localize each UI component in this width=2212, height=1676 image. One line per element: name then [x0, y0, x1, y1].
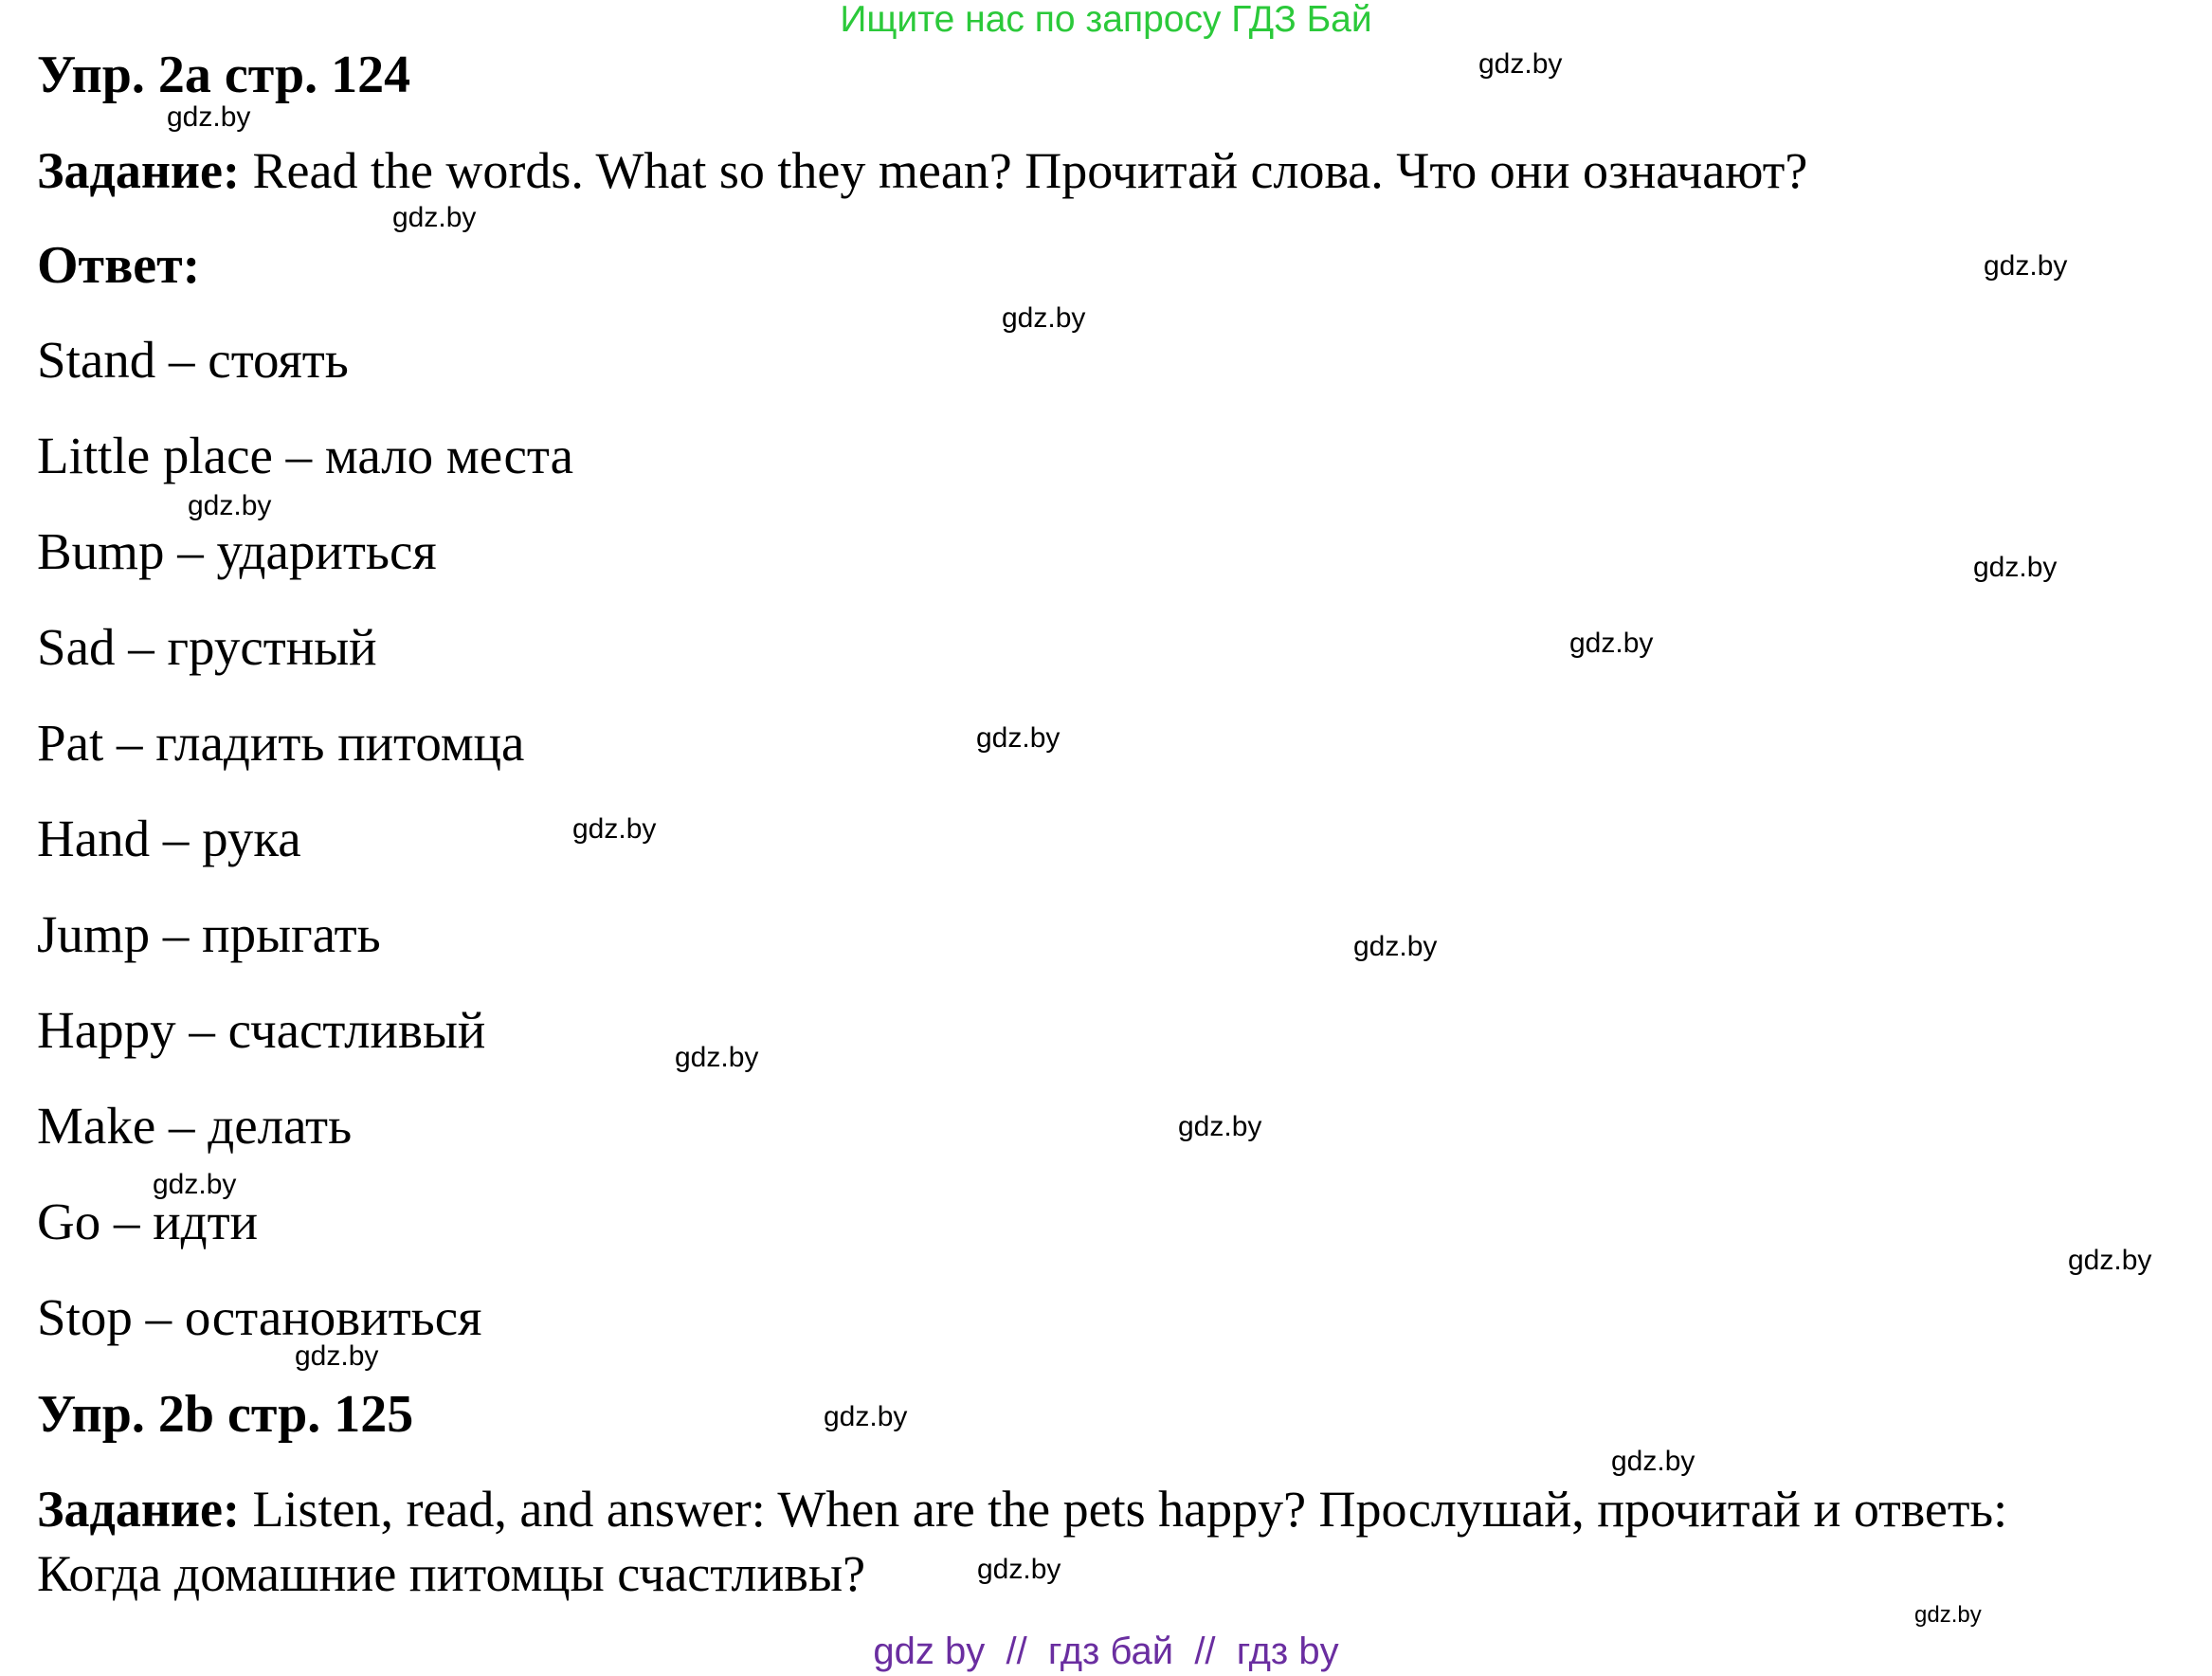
watermark: gdz.by: [1569, 628, 1654, 659]
word-item: Stop – остановиться: [37, 1288, 482, 1346]
task-text: Read the words. What so they mean? Прочитай слова. Что они означают?: [240, 142, 1808, 199]
word-item: Hand – рука: [37, 810, 301, 867]
watermark: gdz.by: [1973, 552, 2058, 583]
word-item: Stand – стоять: [37, 331, 349, 389]
search-banner: Ищите нас по запросу ГДЗ Бай: [840, 0, 1372, 40]
watermark: gdz.by: [167, 101, 251, 133]
word-item: Bump – удариться: [37, 522, 437, 580]
word-item: Go – идти: [37, 1193, 259, 1250]
watermark: gdz.by: [1002, 302, 1086, 334]
watermark: gdz.by: [392, 202, 477, 233]
watermark: gdz.by: [1611, 1446, 1695, 1477]
watermark: gdz.by: [153, 1169, 237, 1200]
watermark: gdz.by: [977, 1554, 1061, 1585]
watermark: gdz.by: [2068, 1245, 2152, 1276]
watermark: gdz.by: [1178, 1111, 1262, 1142]
exercise-2b-title: Упр. 2b стр. 125: [37, 1385, 414, 1444]
watermark: gdz.by: [976, 722, 1061, 754]
watermark: gdz.by: [1353, 931, 1438, 962]
exercise-2a-title: Упр. 2a стр. 124: [37, 46, 411, 104]
watermark: gdz.by: [1914, 1602, 1982, 1628]
task-label: Задание:: [37, 142, 240, 199]
exercise-2b-task-line-1: [37, 1479, 2007, 1539]
watermark: gdz.by: [675, 1042, 759, 1073]
word-item: Pat – гладить питомца: [37, 714, 525, 772]
footer-links: gdz by // гдз бай // гдз by: [873, 1630, 1339, 1672]
word-item: Happy – счастливый: [37, 1001, 486, 1059]
watermark: gdz.by: [572, 813, 657, 845]
answer-label: Ответ:: [37, 236, 201, 295]
word-item: Sad – грустный: [37, 618, 377, 676]
task-label: Задание:: [37, 1481, 240, 1538]
watermark: gdz.by: [1478, 48, 1563, 80]
task-text: Listen, read, and answer: When are the pets happy? Прослушай, прочитай и ответь:: [240, 1481, 2008, 1538]
watermark: gdz.by: [188, 490, 272, 521]
watermark: gdz.by: [295, 1340, 379, 1372]
word-item: Make – делать: [37, 1097, 353, 1155]
word-item: Jump – прыгать: [37, 905, 381, 963]
watermark: gdz.by: [1984, 250, 2068, 282]
exercise-2b-task-line-2: Когда домашние питомцы счастливы?: [37, 1545, 866, 1602]
exercise-2a-task: [37, 140, 1807, 201]
watermark: gdz.by: [824, 1401, 908, 1432]
word-item: Little place – мало места: [37, 427, 574, 484]
